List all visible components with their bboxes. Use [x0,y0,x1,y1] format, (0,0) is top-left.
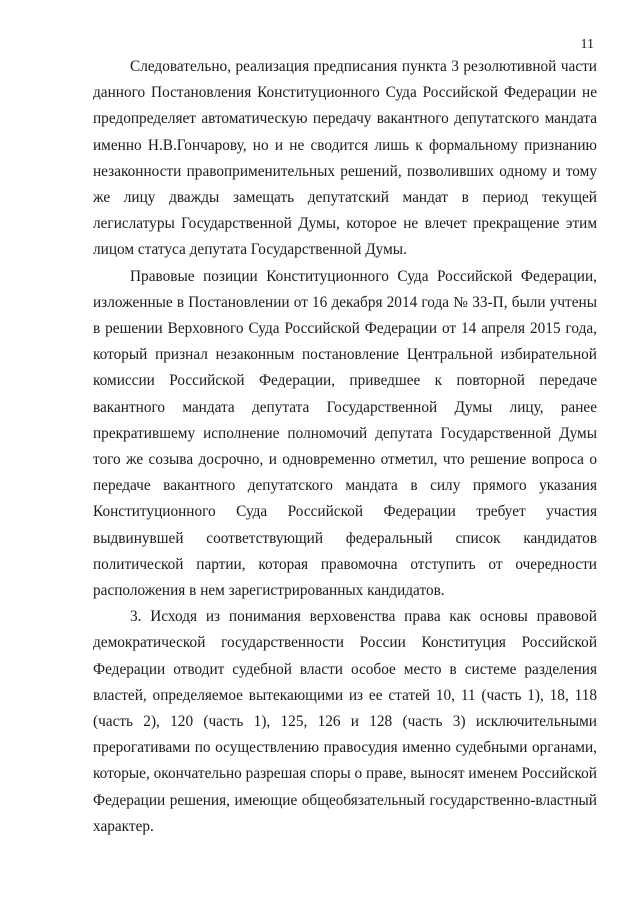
text-line: 3. Исходя из понимания верховенства права как основы правовой [130,608,597,626]
text-line: выдвинувшей соответствующий федеральный список кандидатов [93,529,597,547]
text-line: Федерации отводит судебной власти особое место в системе разделения [93,660,597,678]
text-line: незаконности правоприменительных решений, позволивших одному и тому [93,162,597,180]
text-line: Правовые позиции Конституционного Суда Российской Федерации, [130,267,597,285]
text-line: прерогативами по осуществлению правосудия именно судебными органами, [93,739,597,757]
text-line: демократической государственности России Конституция Российской [93,634,597,652]
text-line: именно Н.В.Гончарову, но и не сводится лишь к формальному признанию [93,136,597,154]
text-line: же лицу дважды замещать депутатский мандат в период текущей [93,189,597,207]
text-line: расположения в нем зарегистрированных кандидатов. [93,582,445,600]
text-line: Федерации решения, имеющие общеобязательный государственно-властный [93,791,597,809]
text-line: легислатуры Государственной Думы, которое не влечет прекращение этим [93,215,597,233]
body-text [93,54,597,840]
paragraph [93,54,597,264]
paragraph [93,264,597,605]
text-line: прекратившему исполнение полномочий депутата Государственной Думы [93,424,597,442]
text-line: (часть 2), 120 (часть 1), 125, 126 и 128 (часть 3) исключительными [93,713,597,731]
text-line: политической партии, которая правомочна отступить от очередности [93,555,597,573]
text-line: лицом статуса депутата Государственной Думы. [93,241,407,259]
text-line: вакантного мандата депутата Государственной Думы лицу, ранее [93,398,597,416]
text-line: властей, определяемое вытекающими из ее статей 10, 11 (часть 1), 18, 118 [93,686,597,704]
text-line: Конституционного Суда Российской Федерации требует участия [93,503,597,521]
text-line: которые, окончательно разрешая споры о праве, выносят именем Российской [93,765,597,783]
text-line: который признал незаконным постановление Центральной избирательной [93,346,597,364]
text-line: характер. [93,817,154,835]
text-line: передаче вакантного депутатского мандата в силу прямого указания [93,477,597,495]
text-line: того же созыва досрочно, и одновременно отметил, что решение вопроса о [93,451,597,469]
text-line: изложенные в Постановлении от 16 декабря 2014 года № 33-П, были учтены [93,293,597,311]
paragraph [93,604,597,840]
text-line: комиссии Российской Федерации, приведшее к повторной передаче [93,372,597,390]
text-line: предопределяет автоматическую передачу вакантного депутатского мандата [93,110,597,128]
page-number: 11 [580,37,594,52]
text-line: данного Постановления Конституционного Суда Российской Федерации не [93,84,597,102]
text-line: в решении Верховного Суда Российской Федерации от 14 апреля 2015 года, [93,320,597,338]
text-line: Следовательно, реализация предписания пункта 3 резолютивной части [130,58,597,75]
